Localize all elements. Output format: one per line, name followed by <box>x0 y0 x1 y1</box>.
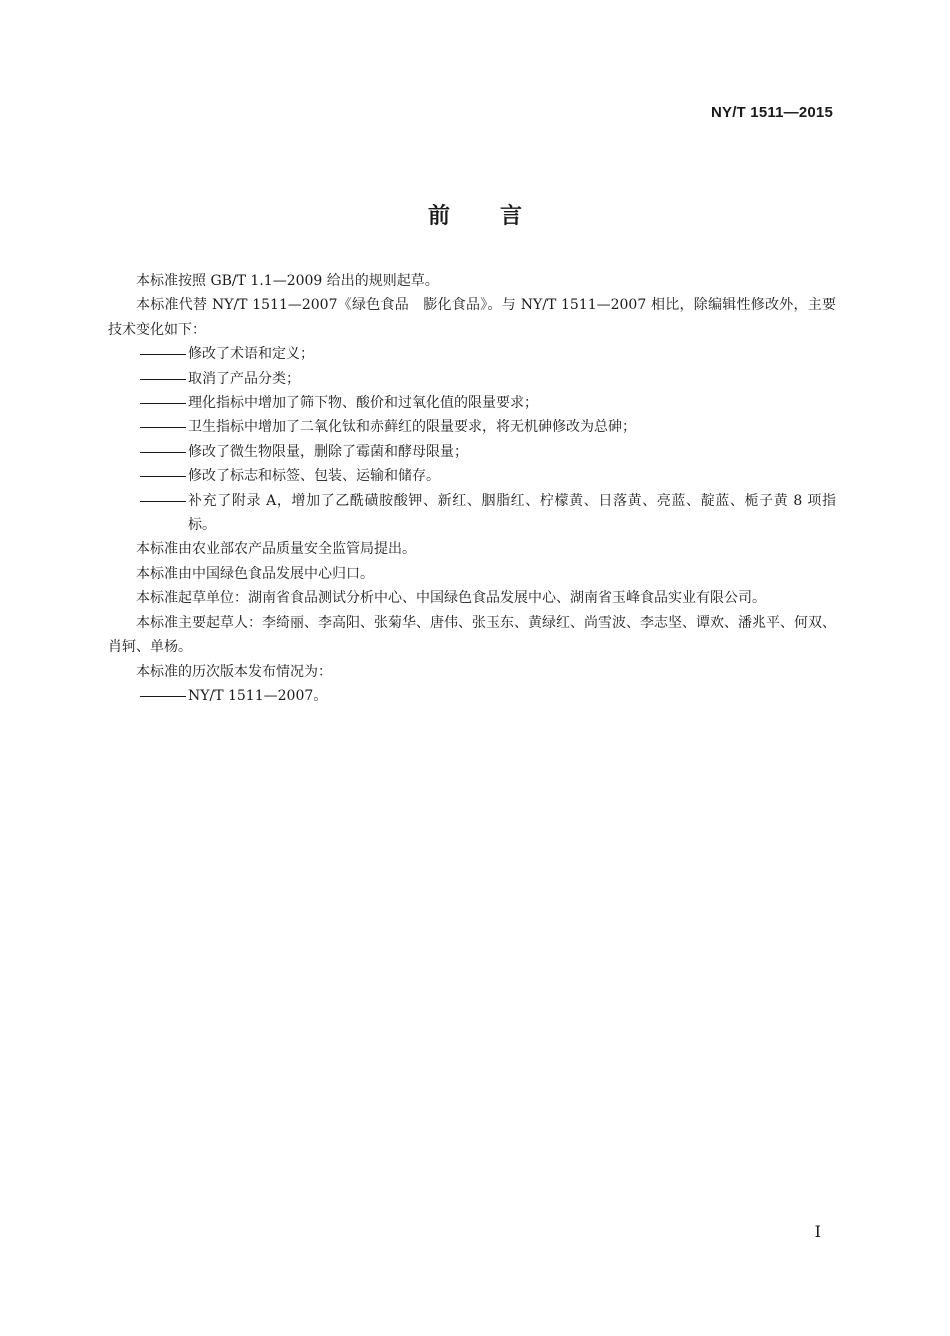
paragraph-drafters: 本标准主要起草人：李绮丽、李高阳、张菊华、唐伟、张玉东、黄绿红、尚雪波、李志坚、谭欢、潘兆平、何双、肖轲、单杨。 <box>108 614 836 656</box>
paragraph-drafting-rules: 本标准按照 GB/T 1.1—2009 给出的规则起草。 <box>136 273 439 289</box>
list-item: 修改了术语和定义； <box>188 346 314 363</box>
foreword-body <box>108 269 836 708</box>
list-item: 卫生指标中增加了二氧化钛和赤藓红的限量要求，将无机砷修改为总砷； <box>188 419 636 436</box>
page-number: I <box>814 1222 821 1241</box>
paragraph-replacement: 本标准代替 NY/T 1511—2007《绿色食品 膨化食品》。与 NY/T 1511—2007 相比，除编辑性修改外，主要技术变化如下： <box>108 297 836 338</box>
paragraph-history-intro: 本标准的历次版本发布情况为： <box>136 663 332 680</box>
page-title: 前言 <box>427 203 572 229</box>
list-item: 修改了标志和标签、包装、运输和储存。 <box>188 468 440 485</box>
list-item: NY/T 1511—2007。 <box>188 687 328 704</box>
list-item: 补充了附录 A，增加了乙酰磺胺酸钾、新红、胭脂红、柠檬黄、日落黄、亮蓝、靛蓝、栀子黄 8 项指标。 <box>188 492 836 534</box>
paragraph-centralized: 本标准由中国绿色食品发展中心归口。 <box>136 565 374 582</box>
paragraph-drafting-units: 本标准起草单位：湖南省食品测试分析中心、中国绿色食品发展中心、湖南省玉峰食品实业有限公司。 <box>136 590 766 607</box>
technical-changes-list <box>108 342 836 537</box>
history-list <box>108 684 836 708</box>
standard-code-header: NY/T 1511—2015 <box>710 104 833 121</box>
list-item: 取消了产品分类； <box>188 370 300 387</box>
list-item: 理化指标中增加了筛下物、酸价和过氧化值的限量要求； <box>188 395 538 412</box>
paragraph-proposer: 本标准由农业部农产品质量安全监管局提出。 <box>136 541 416 558</box>
list-item: 修改了微生物限量，删除了霉菌和酵母限量； <box>188 443 468 460</box>
